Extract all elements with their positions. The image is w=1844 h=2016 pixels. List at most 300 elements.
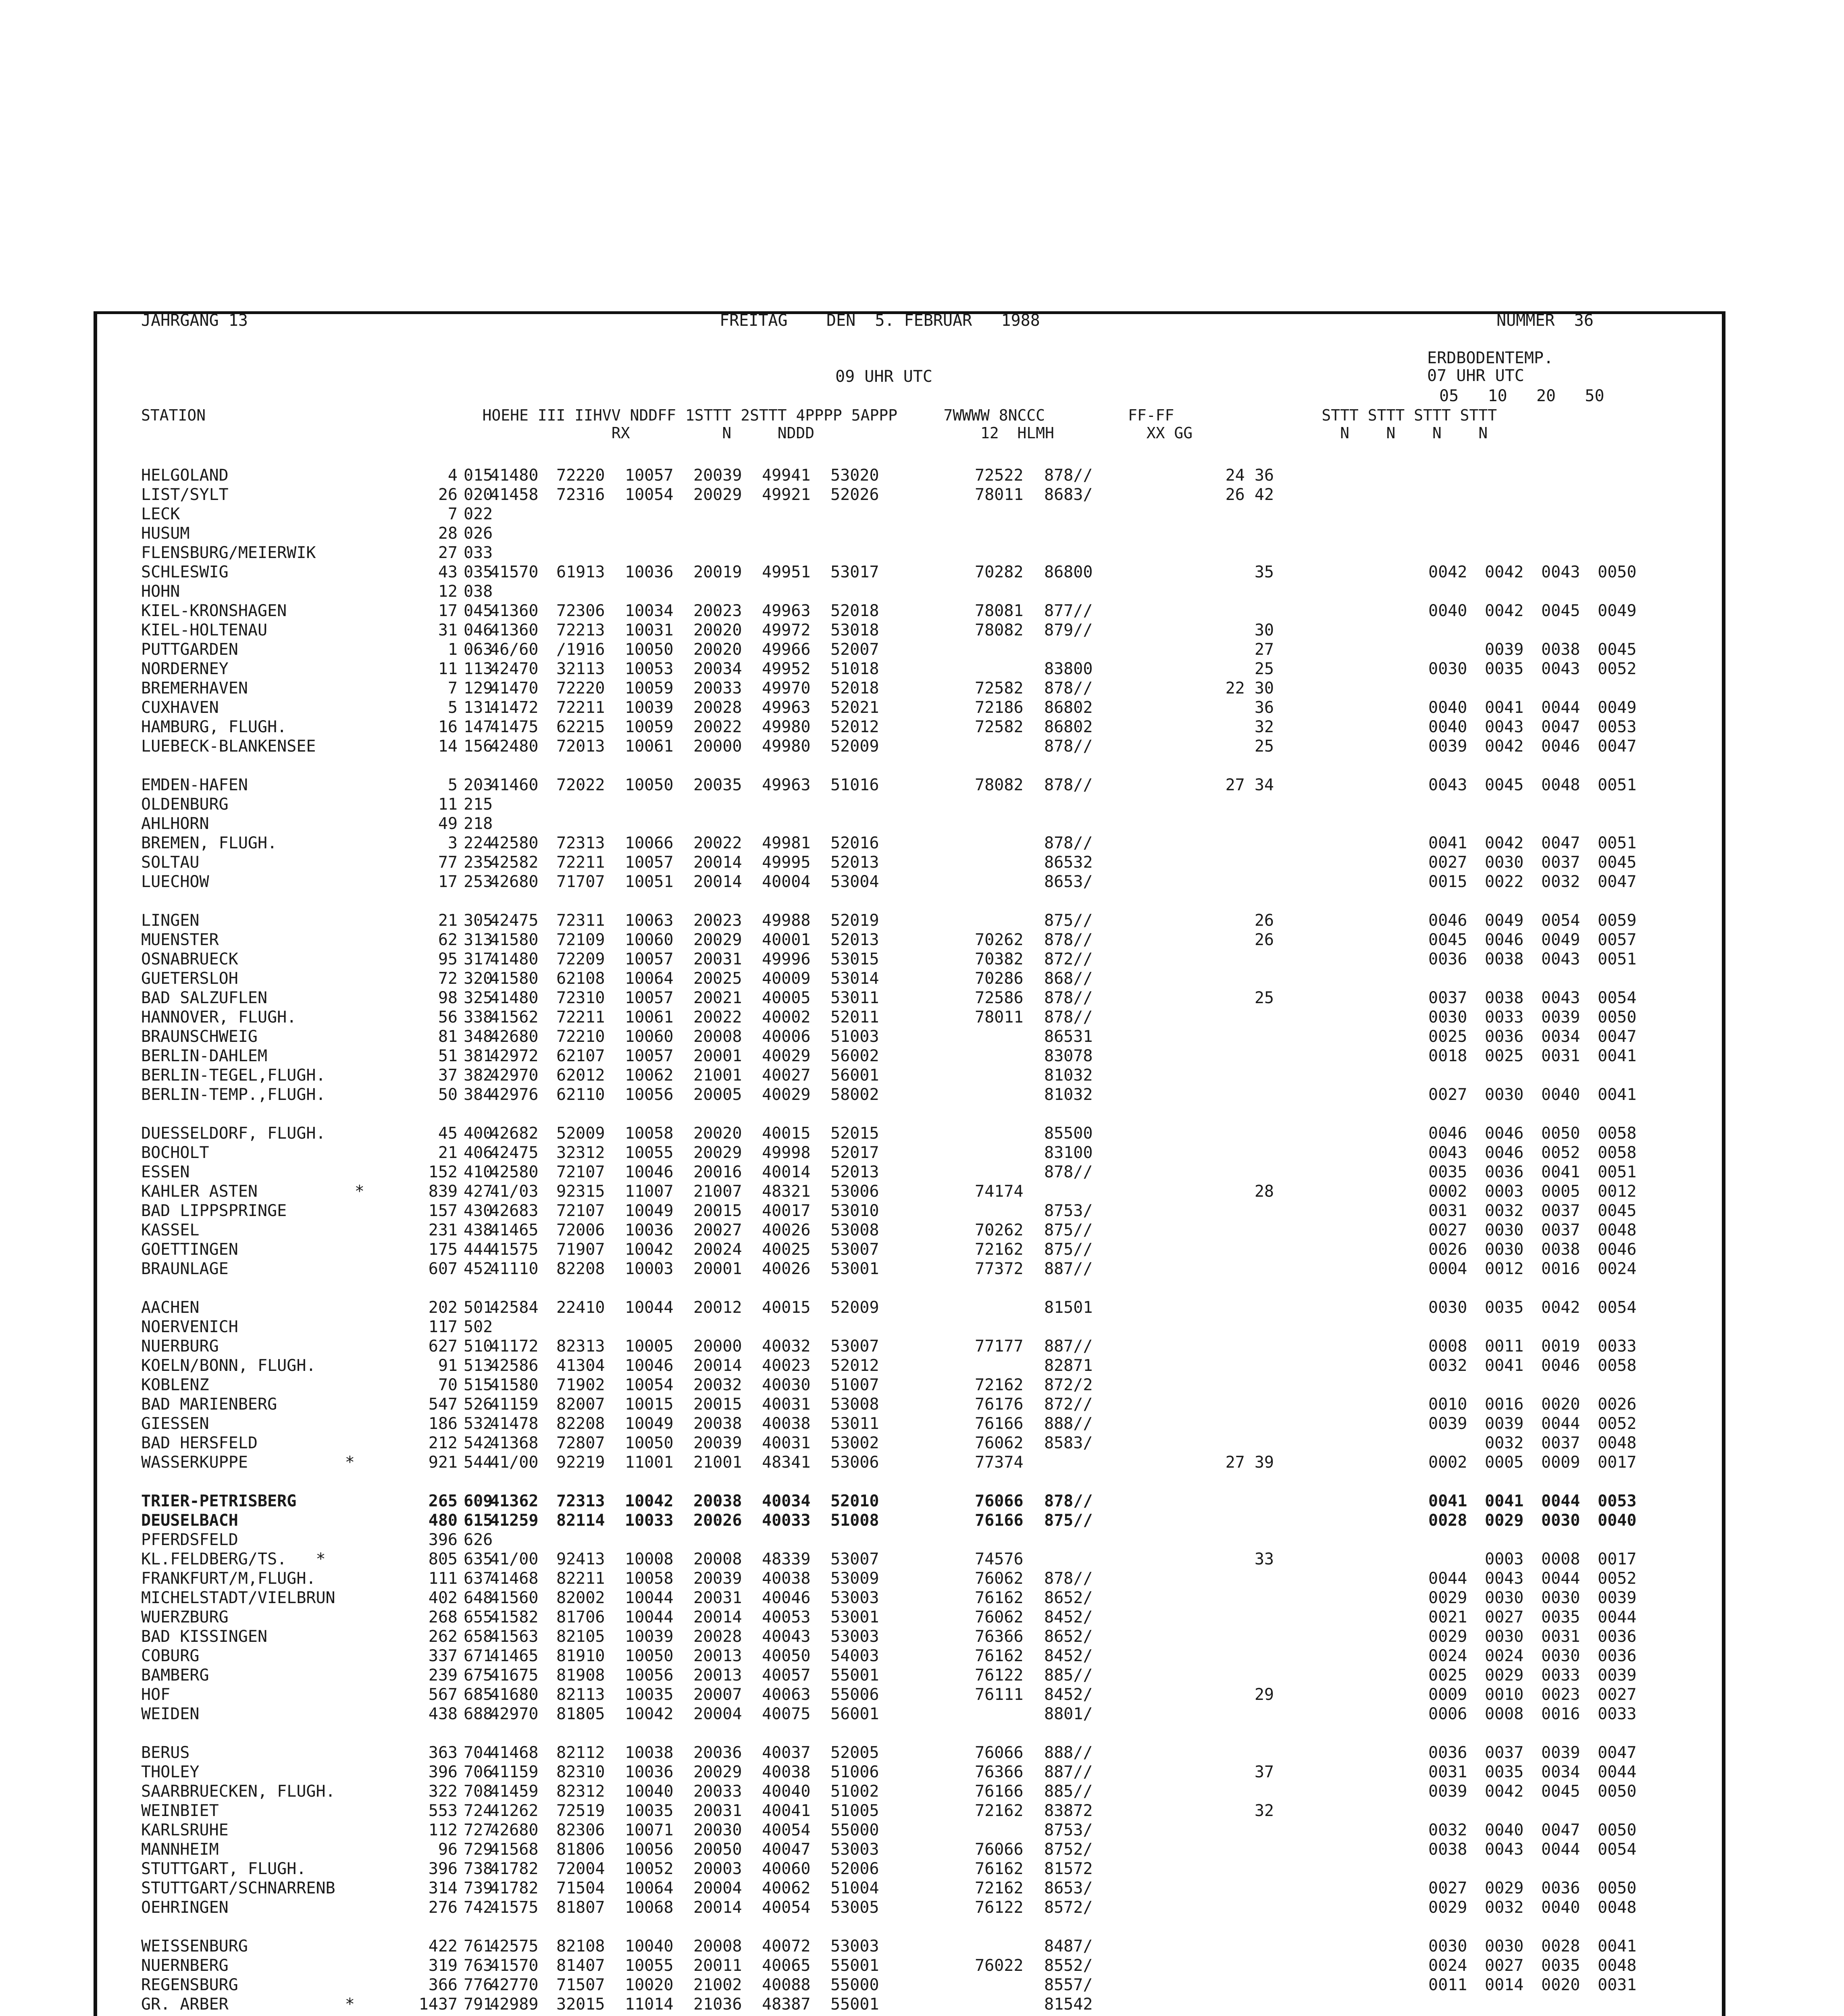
- soil-50: 0054: [1598, 989, 1637, 1007]
- iii: 739: [464, 1879, 493, 1897]
- 2sttt: 20027: [693, 1221, 742, 1239]
- 1sttt: 10060: [625, 931, 674, 949]
- soil-05: 0024: [1428, 1956, 1467, 1975]
- soil-10: 0042: [1485, 1782, 1524, 1801]
- soil-20: 0040: [1541, 1085, 1580, 1104]
- 8nccc: 85500: [1044, 1124, 1093, 1143]
- soil-10: 0046: [1485, 931, 1524, 949]
- station-name: LUEBECK-BLANKENSEE: [141, 737, 316, 756]
- soil-05: 0030: [1428, 1937, 1467, 1956]
- soil-10: 0030: [1485, 1589, 1524, 1607]
- 8nccc: 8653/: [1044, 873, 1093, 891]
- soil-05: 0009: [1428, 1685, 1467, 1704]
- 8nccc: 81501: [1044, 1298, 1093, 1317]
- iii: 685: [464, 1685, 493, 1704]
- hoehe: 627: [428, 1337, 458, 1356]
- 4pppp: 49963: [762, 602, 811, 620]
- soil-10: 0038: [1485, 950, 1524, 968]
- soil-50: 0050: [1598, 563, 1637, 581]
- soil-50: 0017: [1598, 1550, 1637, 1568]
- soil-05: 0027: [1428, 1085, 1467, 1104]
- hoehe: 11: [438, 795, 458, 814]
- iii: 742: [464, 1898, 493, 1917]
- 5appp: 53001: [830, 1608, 879, 1627]
- soil-20: 0034: [1541, 1027, 1580, 1046]
- station-name: SOLTAU: [141, 853, 200, 872]
- hoehe: 21: [438, 1143, 458, 1162]
- 4pppp: 48339: [762, 1550, 811, 1568]
- soil-05: 0015: [1428, 873, 1467, 891]
- iii: 738: [464, 1860, 493, 1878]
- 4pppp: 40031: [762, 1434, 811, 1452]
- soil-50: 0040: [1598, 1511, 1637, 1530]
- nddff: 82002: [556, 1589, 605, 1607]
- station-name: FLENSBURG/MEIERWIK: [141, 544, 316, 562]
- iii: 655: [464, 1608, 493, 1627]
- station-name: BAD HERSFELD: [141, 1434, 258, 1452]
- hoehe: 319: [428, 1956, 458, 1975]
- 2sttt: 20013: [693, 1647, 742, 1665]
- iii: 609: [464, 1492, 493, 1510]
- soil-05: 0032: [1428, 1821, 1467, 1839]
- iihvv: 41580: [490, 969, 539, 988]
- table-row: [0, 1937, 1844, 1956]
- ff-ff: 35: [1254, 563, 1274, 581]
- 8nccc: 8452/: [1044, 1608, 1093, 1627]
- table-row: [0, 1840, 1844, 1859]
- 4pppp: 49996: [762, 950, 811, 968]
- soil-10: 0030: [1485, 853, 1524, 872]
- iihvv: 41480: [490, 989, 539, 1007]
- table-row: [0, 1975, 1844, 1995]
- soil-50: 0039: [1598, 1589, 1637, 1607]
- 1sttt: 10061: [625, 1008, 674, 1027]
- soil-20: 0049: [1541, 931, 1580, 949]
- ff-ff: 26: [1254, 931, 1274, 949]
- soil-50: 0033: [1598, 1337, 1637, 1356]
- iihvv: 41/00: [490, 1453, 539, 1472]
- table-row: [0, 1549, 1844, 1569]
- iihvv: 42580: [490, 834, 539, 852]
- 5appp: 51005: [830, 1801, 879, 1820]
- soil-20: 0043: [1541, 563, 1580, 581]
- iihvv: 41159: [490, 1395, 539, 1414]
- iii: 406: [464, 1143, 493, 1162]
- table-row: [0, 640, 1844, 659]
- soil-05: 0032: [1428, 1356, 1467, 1375]
- iihvv: 41563: [490, 1627, 539, 1646]
- table-row: [0, 1259, 1844, 1279]
- 4pppp: 40063: [762, 1685, 811, 1704]
- 1sttt: 10063: [625, 911, 674, 930]
- 2sttt: 20034: [693, 660, 742, 678]
- soil-50: 0049: [1598, 602, 1637, 620]
- 8nccc: 8752/: [1044, 1840, 1093, 1859]
- 5appp: 53011: [830, 989, 879, 1007]
- 2sttt: 20031: [693, 950, 742, 968]
- soil-10: 0041: [1485, 1492, 1524, 1510]
- nddff: 82108: [556, 1937, 605, 1956]
- 1sttt: 10034: [625, 602, 674, 620]
- table-row: [0, 1433, 1844, 1453]
- iihvv: 41582: [490, 1608, 539, 1627]
- nddff: 72022: [556, 776, 605, 794]
- nddff: 62108: [556, 969, 605, 988]
- iihvv: 42586: [490, 1356, 539, 1375]
- 8nccc: 81572: [1044, 1860, 1093, 1878]
- soil-10: 0010: [1485, 1685, 1524, 1704]
- iihvv: 41360: [490, 602, 539, 620]
- 8nccc: 885//: [1044, 1782, 1093, 1801]
- table-row: [0, 969, 1844, 988]
- iihvv: 41480: [490, 950, 539, 968]
- table-row: [0, 1220, 1844, 1240]
- 4pppp: 40041: [762, 1801, 811, 1820]
- 4pppp: 40025: [762, 1240, 811, 1259]
- soil-05: 0018: [1428, 1047, 1467, 1065]
- 5appp: 53011: [830, 1414, 879, 1433]
- soil-05: 0040: [1428, 602, 1467, 620]
- iihvv: 41478: [490, 1414, 539, 1433]
- iii: 658: [464, 1627, 493, 1646]
- 7wwww: 72162: [975, 1376, 1024, 1394]
- 7wwww: 76122: [975, 1666, 1024, 1685]
- 8nccc: 86800: [1044, 563, 1093, 581]
- soil-50: 0052: [1598, 1414, 1637, 1433]
- station-name: THOLEY: [141, 1763, 200, 1781]
- soil-05: 0030: [1428, 660, 1467, 678]
- 1sttt: 10052: [625, 1860, 674, 1878]
- soil-05: 0025: [1428, 1666, 1467, 1685]
- soil-50: 0039: [1598, 1666, 1637, 1685]
- 7wwww: 74576: [975, 1550, 1024, 1568]
- table-row: [0, 1491, 1844, 1511]
- soil-05: 0028: [1428, 1511, 1467, 1530]
- 1sttt: 10050: [625, 776, 674, 794]
- soil-20: 0048: [1541, 776, 1580, 794]
- soil-05: 0041: [1428, 834, 1467, 852]
- hoehe: 921: [428, 1453, 458, 1472]
- table-row: [0, 1956, 1844, 1975]
- 4pppp: 40040: [762, 1782, 811, 1801]
- 2sttt: 20029: [693, 485, 742, 504]
- soil-05: 0046: [1428, 911, 1467, 930]
- ff-ff: 30: [1254, 621, 1274, 639]
- soil-10: 0030: [1485, 1240, 1524, 1259]
- station-name: STUTTGART, FLUGH.: [141, 1860, 306, 1878]
- soil-20: 0016: [1541, 1705, 1580, 1723]
- hoehe: 157: [428, 1202, 458, 1220]
- iihvv: 41570: [490, 563, 539, 581]
- iihvv: 41575: [490, 1240, 539, 1259]
- table-row: [0, 1143, 1844, 1162]
- station-name: HANNOVER, FLUGH.: [141, 1008, 297, 1027]
- 5appp: 53003: [830, 1627, 879, 1646]
- soil-10: 0027: [1485, 1608, 1524, 1627]
- 8nccc: 82871: [1044, 1356, 1093, 1375]
- 2sttt: 20003: [693, 1860, 742, 1878]
- ff-ff: 28: [1254, 1182, 1274, 1201]
- soil-10: 0038: [1485, 989, 1524, 1007]
- table-row: [0, 504, 1844, 524]
- soil-10: 0046: [1485, 1124, 1524, 1143]
- 4pppp: 40065: [762, 1956, 811, 1975]
- 2sttt: 20004: [693, 1705, 742, 1723]
- 8nccc: 8487/: [1044, 1937, 1093, 1956]
- nddff: 71902: [556, 1376, 605, 1394]
- soil-20: 0023: [1541, 1685, 1580, 1704]
- soil-05: 0002: [1428, 1182, 1467, 1201]
- table-row: [0, 1879, 1844, 1898]
- 7wwww: 72586: [975, 989, 1024, 1007]
- 4pppp: 48387: [762, 1995, 811, 2014]
- nummer-label: NUMMER 36: [1496, 311, 1594, 330]
- 8nccc: 8452/: [1044, 1685, 1093, 1704]
- hoehe: 91: [438, 1356, 458, 1375]
- soil-50: 0058: [1598, 1124, 1637, 1143]
- table-row: [0, 524, 1844, 543]
- soil-20: 0039: [1541, 1743, 1580, 1762]
- iii: 063: [464, 640, 493, 659]
- 5appp: 55001: [830, 1995, 879, 2014]
- hoehe: 186: [428, 1414, 458, 1433]
- table-row: [0, 1762, 1844, 1782]
- table-row: [0, 1627, 1844, 1646]
- table-row: [0, 737, 1844, 756]
- iihvv: 42582: [490, 853, 539, 872]
- soil-05: 0029: [1428, 1627, 1467, 1646]
- iihvv: 42575: [490, 1937, 539, 1956]
- 2sttt: 20033: [693, 1782, 742, 1801]
- 8nccc: 878//: [1044, 776, 1093, 794]
- 2sttt: 20032: [693, 1376, 742, 1394]
- station-name: WASSERKUPPE *: [141, 1453, 355, 1472]
- soil-10: 0016: [1485, 1395, 1524, 1414]
- iihvv: 41470: [490, 679, 539, 698]
- 5appp: 55000: [830, 1976, 879, 1994]
- soil-05: 0035: [1428, 1163, 1467, 1181]
- nddff: 22410: [556, 1298, 605, 1317]
- iii: 020: [464, 485, 493, 504]
- column-subheaders: RX N NDDD 12 HLMH XX GG N N N N: [141, 424, 1488, 442]
- 5appp: 53007: [830, 1337, 879, 1356]
- nddff: 62110: [556, 1085, 605, 1104]
- 1sttt: 11001: [625, 1453, 674, 1472]
- soil-50: 0046: [1598, 1240, 1637, 1259]
- station-name: BERLIN-TEGEL,FLUGH.: [141, 1066, 326, 1085]
- 1sttt: 10040: [625, 1937, 674, 1956]
- iii: 156: [464, 737, 493, 756]
- soil-10: 0036: [1485, 1027, 1524, 1046]
- iii: 235: [464, 853, 493, 872]
- iihvv: 42770: [490, 1976, 539, 1994]
- soil-05: 0021: [1428, 1608, 1467, 1627]
- soil-10: 0046: [1485, 1143, 1524, 1162]
- nddff: 92219: [556, 1453, 605, 1472]
- 2sttt: 20000: [693, 1337, 742, 1356]
- 2sttt: 20013: [693, 1666, 742, 1685]
- 7wwww: 77374: [975, 1453, 1024, 1472]
- 2sttt: 20036: [693, 1743, 742, 1762]
- 4pppp: 40046: [762, 1589, 811, 1607]
- 5appp: 53007: [830, 1550, 879, 1568]
- iii: 763: [464, 1956, 493, 1975]
- soil-10: 0030: [1485, 1627, 1524, 1646]
- soil-50: 0050: [1598, 1879, 1637, 1897]
- 7wwww: 76066: [975, 1743, 1024, 1762]
- nddff: 82208: [556, 1260, 605, 1278]
- 5appp: 52013: [830, 931, 879, 949]
- 2sttt: 20022: [693, 1008, 742, 1027]
- 4pppp: 40034: [762, 1492, 811, 1510]
- 4pppp: 40050: [762, 1647, 811, 1665]
- hoehe: 839: [428, 1182, 458, 1201]
- 7wwww: 76066: [975, 1840, 1024, 1859]
- 5appp: 53020: [830, 466, 879, 485]
- nddff: 72316: [556, 485, 605, 504]
- nddff: 72109: [556, 931, 605, 949]
- soil-50: 0051: [1598, 950, 1637, 968]
- 8nccc: 878//: [1044, 1008, 1093, 1027]
- station-name: KIEL-KRONSHAGEN: [141, 602, 287, 620]
- nddff: 61913: [556, 563, 605, 581]
- hoehe: 62: [438, 931, 458, 949]
- 2sttt: 20028: [693, 1627, 742, 1646]
- hoehe: 239: [428, 1666, 458, 1685]
- 1sttt: 10038: [625, 1743, 674, 1762]
- nddff: 72519: [556, 1801, 605, 1820]
- table-row: [0, 659, 1844, 679]
- station-name: MUENSTER: [141, 931, 219, 949]
- hoehe: 98: [438, 989, 458, 1007]
- 4pppp: 48321: [762, 1182, 811, 1201]
- station-name: STUTTGART/SCHNARRENB: [141, 1879, 335, 1897]
- 1sttt: 10064: [625, 969, 674, 988]
- 1sttt: 10044: [625, 1608, 674, 1627]
- 7wwww: 76366: [975, 1627, 1024, 1646]
- soil-05: 0029: [1428, 1898, 1467, 1917]
- soil-20: 0044: [1541, 1569, 1580, 1588]
- iii: 515: [464, 1376, 493, 1394]
- ff-ff: 27 34: [1225, 776, 1274, 794]
- iihvv: 41259: [490, 1511, 539, 1530]
- 4pppp: 49951: [762, 563, 811, 581]
- table-row: [0, 1066, 1844, 1085]
- hoehe: 28: [438, 524, 458, 543]
- 8nccc: 887//: [1044, 1260, 1093, 1278]
- iihvv: 41110: [490, 1260, 539, 1278]
- iihvv: 41468: [490, 1743, 539, 1762]
- soil-10: 0024: [1485, 1647, 1524, 1665]
- 2sttt: 20004: [693, 1879, 742, 1897]
- 2sttt: 20000: [693, 737, 742, 756]
- iii: 320: [464, 969, 493, 988]
- station-name: BOCHOLT: [141, 1143, 209, 1162]
- 7wwww: 78011: [975, 485, 1024, 504]
- hoehe: 212: [428, 1434, 458, 1452]
- 8nccc: 86802: [1044, 718, 1093, 736]
- soil-50: 0017: [1598, 1453, 1637, 1472]
- iihvv: 41262: [490, 1801, 539, 1820]
- iii: 348: [464, 1027, 493, 1046]
- 8nccc: 887//: [1044, 1763, 1093, 1781]
- table-row: [0, 698, 1844, 717]
- 4pppp: 40009: [762, 969, 811, 988]
- iii: 253: [464, 873, 493, 891]
- soil-10: 0032: [1485, 1434, 1524, 1452]
- iii: 305: [464, 911, 493, 930]
- station-name: LINGEN: [141, 911, 200, 930]
- station-name: KOBLENZ: [141, 1376, 209, 1394]
- 5appp: 53008: [830, 1395, 879, 1414]
- nddff: 92315: [556, 1182, 605, 1201]
- 5appp: 52012: [830, 718, 879, 736]
- 2sttt: 20031: [693, 1589, 742, 1607]
- soil-50: 0041: [1598, 1085, 1637, 1104]
- 4pppp: 40088: [762, 1976, 811, 1994]
- 2sttt: 20008: [693, 1550, 742, 1568]
- table-row: [0, 485, 1844, 504]
- 5appp: 51002: [830, 1782, 879, 1801]
- 2sttt: 20008: [693, 1937, 742, 1956]
- iii: 033: [464, 544, 493, 562]
- iihvv: 41580: [490, 931, 539, 949]
- 8nccc: 83872: [1044, 1801, 1093, 1820]
- 2sttt: 20031: [693, 1801, 742, 1820]
- 8nccc: 8652/: [1044, 1627, 1093, 1646]
- station-name: HAMBURG, FLUGH.: [141, 718, 287, 736]
- hoehe: 37: [438, 1066, 458, 1085]
- soil-50: 0047: [1598, 1743, 1637, 1762]
- soil-depths: 05 10 20 50: [1439, 387, 1605, 405]
- soil-10: 0011: [1485, 1337, 1524, 1356]
- soil-10: 0005: [1485, 1453, 1524, 1472]
- 2sttt: 20020: [693, 621, 742, 639]
- ff-ff: 25: [1254, 737, 1274, 756]
- 8nccc: 8753/: [1044, 1821, 1093, 1839]
- soil-05: 0004: [1428, 1260, 1467, 1278]
- hoehe: 16: [438, 718, 458, 736]
- soil-05: 0042: [1428, 563, 1467, 581]
- table-row: [0, 1453, 1844, 1472]
- station-name: WEISSENBURG: [141, 1937, 248, 1956]
- 5appp: 52012: [830, 1356, 879, 1375]
- soil-10: 0029: [1485, 1511, 1524, 1530]
- 5appp: 52009: [830, 737, 879, 756]
- soil-20: 0047: [1541, 1821, 1580, 1839]
- table-row: [0, 930, 1844, 950]
- table-row: [0, 1820, 1844, 1840]
- 8nccc: 86532: [1044, 853, 1093, 872]
- soil-20: 0037: [1541, 1434, 1580, 1452]
- 4pppp: 49972: [762, 621, 811, 639]
- table-row: [0, 1317, 1844, 1337]
- soil-20: 0043: [1541, 660, 1580, 678]
- soil-20: 0034: [1541, 1763, 1580, 1781]
- table-row: [0, 1685, 1844, 1704]
- hoehe: 607: [428, 1260, 458, 1278]
- hoehe: 265: [428, 1492, 458, 1510]
- iii: 325: [464, 989, 493, 1007]
- table-row: [0, 1375, 1844, 1395]
- 1sttt: 10068: [625, 1898, 674, 1917]
- 2sttt: 20039: [693, 1434, 742, 1452]
- hoehe: 45: [438, 1124, 458, 1143]
- hoehe: 50: [438, 1085, 458, 1104]
- station-name: WEINBIET: [141, 1801, 219, 1820]
- soil-05: 0002: [1428, 1453, 1467, 1472]
- nddff: 62215: [556, 718, 605, 736]
